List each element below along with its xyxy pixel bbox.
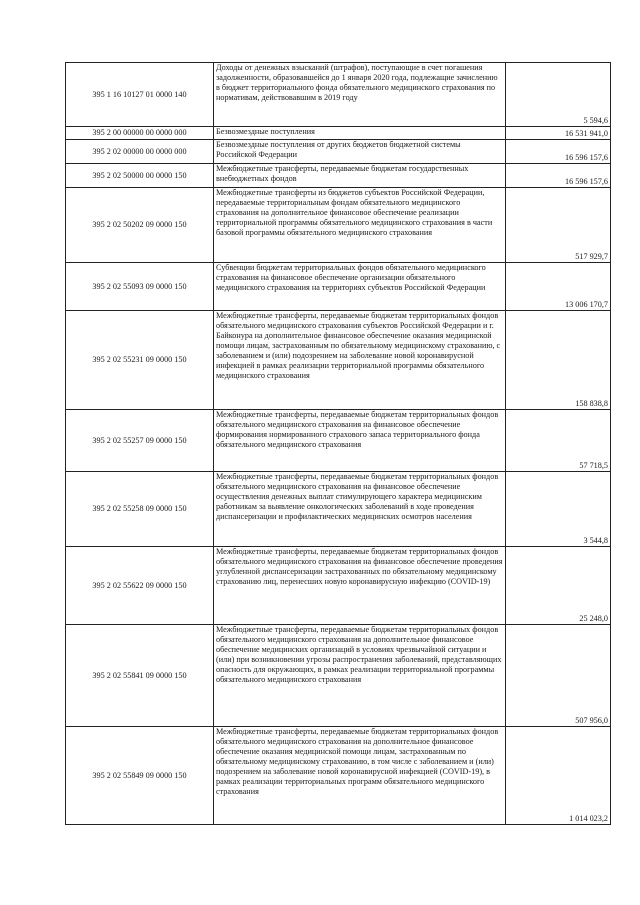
amount-cell: 1 014 023,2 <box>506 727 611 825</box>
amount-cell: 16 596 157,6 <box>506 164 611 188</box>
table-row <box>66 625 611 727</box>
budget-revenue-table <box>65 62 611 825</box>
table-row <box>66 410 611 472</box>
income-description-cell: Межбюджетные трансферты, передаваемые бюджетам территориальных фондов обязательного медицинского страхования на дополнительное финансовое обеспечение медицинских организаций в условиях чрезвычайной ситуации и (или) при возникновении угрозы распространения заболеваний, представляющих опасность для окружающих, в рамках реализации территориальной программы обязательного медицинского страхования <box>214 625 506 727</box>
amount-cell: 16 596 157,6 <box>506 140 611 164</box>
amount-cell: 13 006 170,7 <box>506 263 611 311</box>
table-row <box>66 311 611 410</box>
amount-cell: 16 531 941,0 <box>506 127 611 140</box>
income-description-cell: Безвозмездные поступления <box>214 127 506 140</box>
budget-code-cell: 395 2 00 00000 00 0000 000 <box>66 127 214 140</box>
amount-cell: 517 929,7 <box>506 188 611 263</box>
table-row <box>66 188 611 263</box>
amount-cell: 57 718,5 <box>506 410 611 472</box>
table-row <box>66 140 611 164</box>
budget-code-cell: 395 2 02 55231 09 0000 150 <box>66 311 214 410</box>
table-row <box>66 63 611 127</box>
budget-code-cell: 395 2 02 55257 09 0000 150 <box>66 410 214 472</box>
budget-code-cell: 395 2 02 50202 09 0000 150 <box>66 188 214 263</box>
table-row <box>66 472 611 547</box>
budget-code-cell: 395 2 02 50000 00 0000 150 <box>66 164 214 188</box>
table-body <box>66 63 611 825</box>
table-row <box>66 164 611 188</box>
budget-code-cell: 395 2 02 55622 09 0000 150 <box>66 547 214 625</box>
table-row <box>66 263 611 311</box>
budget-code-cell: 395 2 02 55093 09 0000 150 <box>66 263 214 311</box>
income-description-cell: Доходы от денежных взысканий (штрафов), поступающие в счет погашения задолженности, образовавшейся до 1 января 2020 года, подлежащие зачислению в бюджет территориального фонда обязательного медицинского страхования по нормативам, действовавшим в 2019 году <box>214 63 506 127</box>
table-row <box>66 127 611 140</box>
amount-cell: 5 594,6 <box>506 63 611 127</box>
income-description-cell: Межбюджетные трансферты, передаваемые бюджетам территориальных фондов обязательного медицинского страхования на финансовое обеспечение проведения углубленной диспансеризации застрахованных по обязательному медицинскому страхованию лиц, перенесших новую коронавирусную инфекцию (COVID-19) <box>214 547 506 625</box>
income-description-cell: Межбюджетные трансферты, передаваемые бюджетам государственных внебюджетных фондов <box>214 164 506 188</box>
income-description-cell: Безвозмездные поступления от других бюджетов бюджетной системы Российской Федерации <box>214 140 506 164</box>
income-description-cell: Межбюджетные трансферты из бюджетов субъектов Российской Федерации, передаваемые территориальным фондам обязательного медицинского страхования на дополнительное финансовое обеспечение реализации территориальной программы обязательного медицинского страхования в части базовой программы обязательного медицинского страхования <box>214 188 506 263</box>
budget-code-cell: 395 2 02 55841 09 0000 150 <box>66 625 214 727</box>
income-description-cell: Субвенции бюджетам территориальных фондов обязательного медицинского страхования на финансовое обеспечение организации обязательного медицинского страхования на территориях субъектов Российской Федерации <box>214 263 506 311</box>
income-description-cell: Межбюджетные трансферты, передаваемые бюджетам территориальных фондов обязательного медицинского страхования на финансовое обеспечение осуществления денежных выплат стимулирующего характера медицинским работникам за выявление онкологических заболеваний в ходе проведения диспансеризации и профилактических медицинских осмотров населения <box>214 472 506 547</box>
budget-code-cell: 395 2 02 55849 09 0000 150 <box>66 727 214 825</box>
table-row <box>66 547 611 625</box>
amount-cell: 3 544,8 <box>506 472 611 547</box>
budget-code-cell: 395 1 16 10127 01 0000 140 <box>66 63 214 127</box>
table-row <box>66 727 611 825</box>
amount-cell: 158 838,8 <box>506 311 611 410</box>
budget-code-cell: 395 2 02 55258 09 0000 150 <box>66 472 214 547</box>
budget-code-cell: 395 2 02 00000 00 0000 000 <box>66 140 214 164</box>
income-description-cell: Межбюджетные трансферты, передаваемые бюджетам территориальных фондов обязательного медицинского страхования на финансовое обеспечение формирования нормированного страхового запаса территориального фонда обязательного медицинского страхования <box>214 410 506 472</box>
income-description-cell: Межбюджетные трансферты, передаваемые бюджетам территориальных фондов обязательного медицинского страхования субъектов Российской Федерации и г. Байконура на дополнительное финансовое обеспечение оказания медицинской помощи лицам, застрахованным по обязательному медицинскому страхованию, с заболеванием и (или) подозрением на заболевание новой коронавирусной инфекцией в рамках реализации территориальной программы обязательного медицинского страхования <box>214 311 506 410</box>
income-description-cell: Межбюджетные трансферты, передаваемые бюджетам территориальных фондов обязательного медицинского страхования на дополнительное финансовое обеспечение оказания медицинской помощи лицам, застрахованным по обязательному медицинскому страхованию, в том числе с заболеванием и (или) подозрением на заболевание новой коронавирусной инфекцией (COVID-19), в рамках реализации территориальных программ обязательного медицинского страхования <box>214 727 506 825</box>
amount-cell: 25 248,0 <box>506 547 611 625</box>
amount-cell: 507 956,0 <box>506 625 611 727</box>
